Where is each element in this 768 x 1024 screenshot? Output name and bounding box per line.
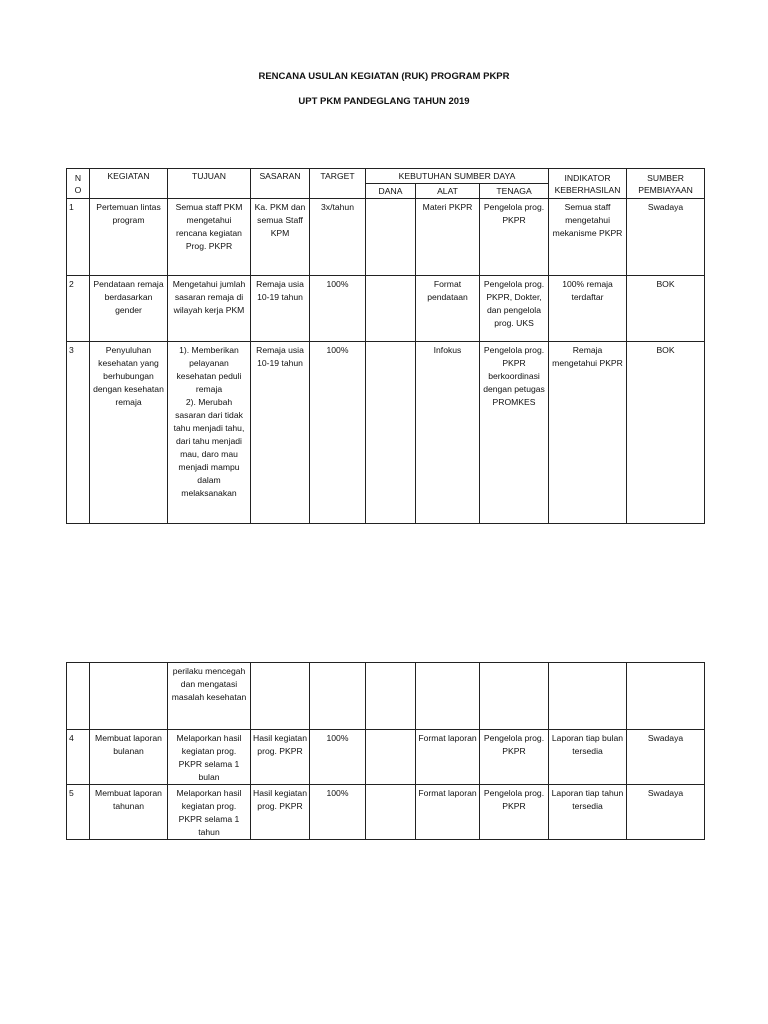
table-row-continuation bbox=[67, 663, 705, 730]
cell-alat: Materi PKPR bbox=[416, 199, 480, 276]
cell-sumber: Swadaya bbox=[627, 785, 705, 840]
cell-sumber: Swadaya bbox=[627, 199, 705, 276]
cell-no: 3 bbox=[67, 342, 90, 524]
cell-alat: Format laporan bbox=[416, 785, 480, 840]
cell-target: 100% bbox=[310, 785, 366, 840]
cell-dana bbox=[366, 730, 416, 785]
cell-indikator: 100% remaja terdaftar bbox=[549, 276, 627, 342]
cell-alat: Format pendataan bbox=[416, 276, 480, 342]
header-no-line2: O bbox=[74, 184, 82, 195]
cell-target: 3x/tahun bbox=[310, 199, 366, 276]
header-sumber bbox=[627, 169, 705, 199]
table-row bbox=[67, 276, 705, 342]
table-row bbox=[67, 730, 705, 785]
table-row bbox=[67, 342, 705, 524]
header-kebutuhan: KEBUTUHAN SUMBER DAYA bbox=[366, 169, 549, 184]
cell-kegiatan: Pertemuan lintas program bbox=[90, 199, 168, 276]
header-target: TARGET bbox=[310, 169, 366, 199]
cell-dana bbox=[366, 785, 416, 840]
cell-sumber: BOK bbox=[627, 276, 705, 342]
cell-dana bbox=[366, 342, 416, 524]
cell-tenaga: Pengelola prog. PKPR bbox=[480, 730, 549, 785]
header-kegiatan: KEGIATAN bbox=[90, 169, 168, 199]
cell-indikator: Semua staff mengetahui mekanisme PKPR bbox=[549, 199, 627, 276]
cell-kegiatan: Penyuluhan kesehatan yang berhubungan dengan kesehatan remaja bbox=[90, 342, 168, 524]
cell-sasaran: Hasil kegiatan prog. PKPR bbox=[251, 730, 310, 785]
cell-sumber: Swadaya bbox=[627, 730, 705, 785]
cell-target: 100% bbox=[310, 730, 366, 785]
cell-dana bbox=[366, 199, 416, 276]
cell-no: 2 bbox=[67, 276, 90, 342]
header-indikator-line1: INDIKATOR bbox=[564, 172, 611, 183]
header-dana: DANA bbox=[366, 184, 416, 199]
header-indikator bbox=[549, 169, 627, 199]
header-tenaga: TENAGA bbox=[480, 184, 549, 199]
table-row bbox=[67, 785, 705, 840]
cell-kegiatan: Membuat laporan tahunan bbox=[90, 785, 168, 840]
header-sumber-line1: SUMBER bbox=[647, 172, 684, 183]
header-alat: ALAT bbox=[416, 184, 480, 199]
document-title: RENCANA USULAN KEGIATAN (RUK) PROGRAM PKPR bbox=[258, 71, 510, 82]
cell-no: 1 bbox=[67, 199, 90, 276]
cell-sasaran: Remaja usia 10-19 tahun bbox=[251, 276, 310, 342]
table-row bbox=[67, 199, 705, 276]
cell-tenaga: Pengelola prog. PKPR bbox=[480, 785, 549, 840]
cell-tujuan: Melaporkan hasil kegiatan prog. PKPR selama 1 bulan bbox=[168, 730, 251, 785]
cell-tujuan: Melaporkan hasil kegiatan prog. PKPR selama 1 tahun bbox=[168, 785, 251, 840]
tujuan-point-1: 1). Memberikan pelayanan kesehatan peduli remaja bbox=[176, 345, 242, 394]
header-no bbox=[67, 169, 90, 199]
cell-indikator bbox=[549, 663, 627, 730]
ruk-table bbox=[66, 168, 705, 524]
header-sasaran: SASARAN bbox=[251, 169, 310, 199]
cell-alat: Infokus bbox=[416, 342, 480, 524]
cell-kegiatan: Pendataan remaja berdasarkan gender bbox=[90, 276, 168, 342]
cell-indikator: Remaja mengetahui PKPR bbox=[549, 342, 627, 524]
header-sumber-line2: PEMBIAYAAN bbox=[638, 184, 693, 195]
cell-tenaga: Pengelola prog. PKPR bbox=[480, 199, 549, 276]
cell-target: 100% bbox=[310, 342, 366, 524]
cell-target bbox=[310, 663, 366, 730]
cell-alat bbox=[416, 663, 480, 730]
cell-tujuan bbox=[168, 342, 251, 524]
cell-indikator: Laporan tiap tahun tersedia bbox=[549, 785, 627, 840]
header-tujuan: TUJUAN bbox=[168, 169, 251, 199]
cell-sasaran: Ka. PKM dan semua Staff KPM bbox=[251, 199, 310, 276]
cell-tenaga: Pengelola prog. PKPR berkoordinasi dengan petugas PROMKES bbox=[480, 342, 549, 524]
cell-dana bbox=[366, 663, 416, 730]
cell-no bbox=[67, 663, 90, 730]
cell-sasaran: Hasil kegiatan prog. PKPR bbox=[251, 785, 310, 840]
cell-no: 4 bbox=[67, 730, 90, 785]
cell-tenaga bbox=[480, 663, 549, 730]
cell-tujuan: Semua staff PKM mengetahui rencana kegiatan Prog. PKPR bbox=[168, 199, 251, 276]
cell-kegiatan: Membuat laporan bulanan bbox=[90, 730, 168, 785]
cell-tujuan: perilaku mencegah dan mengatasi masalah kesehatan bbox=[168, 663, 251, 730]
tujuan-point-2: 2). Merubah sasaran dari tidak tahu menjadi tahu, dari tahu menjadi mau, daro mau menjadi mampu dalam melaksanakan bbox=[173, 397, 245, 498]
header-no-line1: N bbox=[74, 172, 82, 183]
cell-tenaga: Pengelola prog. PKPR, Dokter, dan pengelola prog. UKS bbox=[480, 276, 549, 342]
cell-target: 100% bbox=[310, 276, 366, 342]
cell-dana bbox=[366, 276, 416, 342]
cell-tujuan: Mengetahui jumlah sasaran remaja di wilayah kerja PKM bbox=[168, 276, 251, 342]
header-indikator-line2: KEBERHASILAN bbox=[554, 184, 621, 195]
cell-alat: Format laporan bbox=[416, 730, 480, 785]
cell-no: 5 bbox=[67, 785, 90, 840]
cell-kegiatan bbox=[90, 663, 168, 730]
cell-sumber: BOK bbox=[627, 342, 705, 524]
cell-sasaran: Remaja usia 10-19 tahun bbox=[251, 342, 310, 524]
cell-sumber bbox=[627, 663, 705, 730]
cell-indikator: Laporan tiap bulan tersedia bbox=[549, 730, 627, 785]
document-subtitle: UPT PKM PANDEGLANG TAHUN 2019 bbox=[298, 96, 470, 107]
ruk-table-continued bbox=[66, 662, 705, 840]
cell-sasaran bbox=[251, 663, 310, 730]
